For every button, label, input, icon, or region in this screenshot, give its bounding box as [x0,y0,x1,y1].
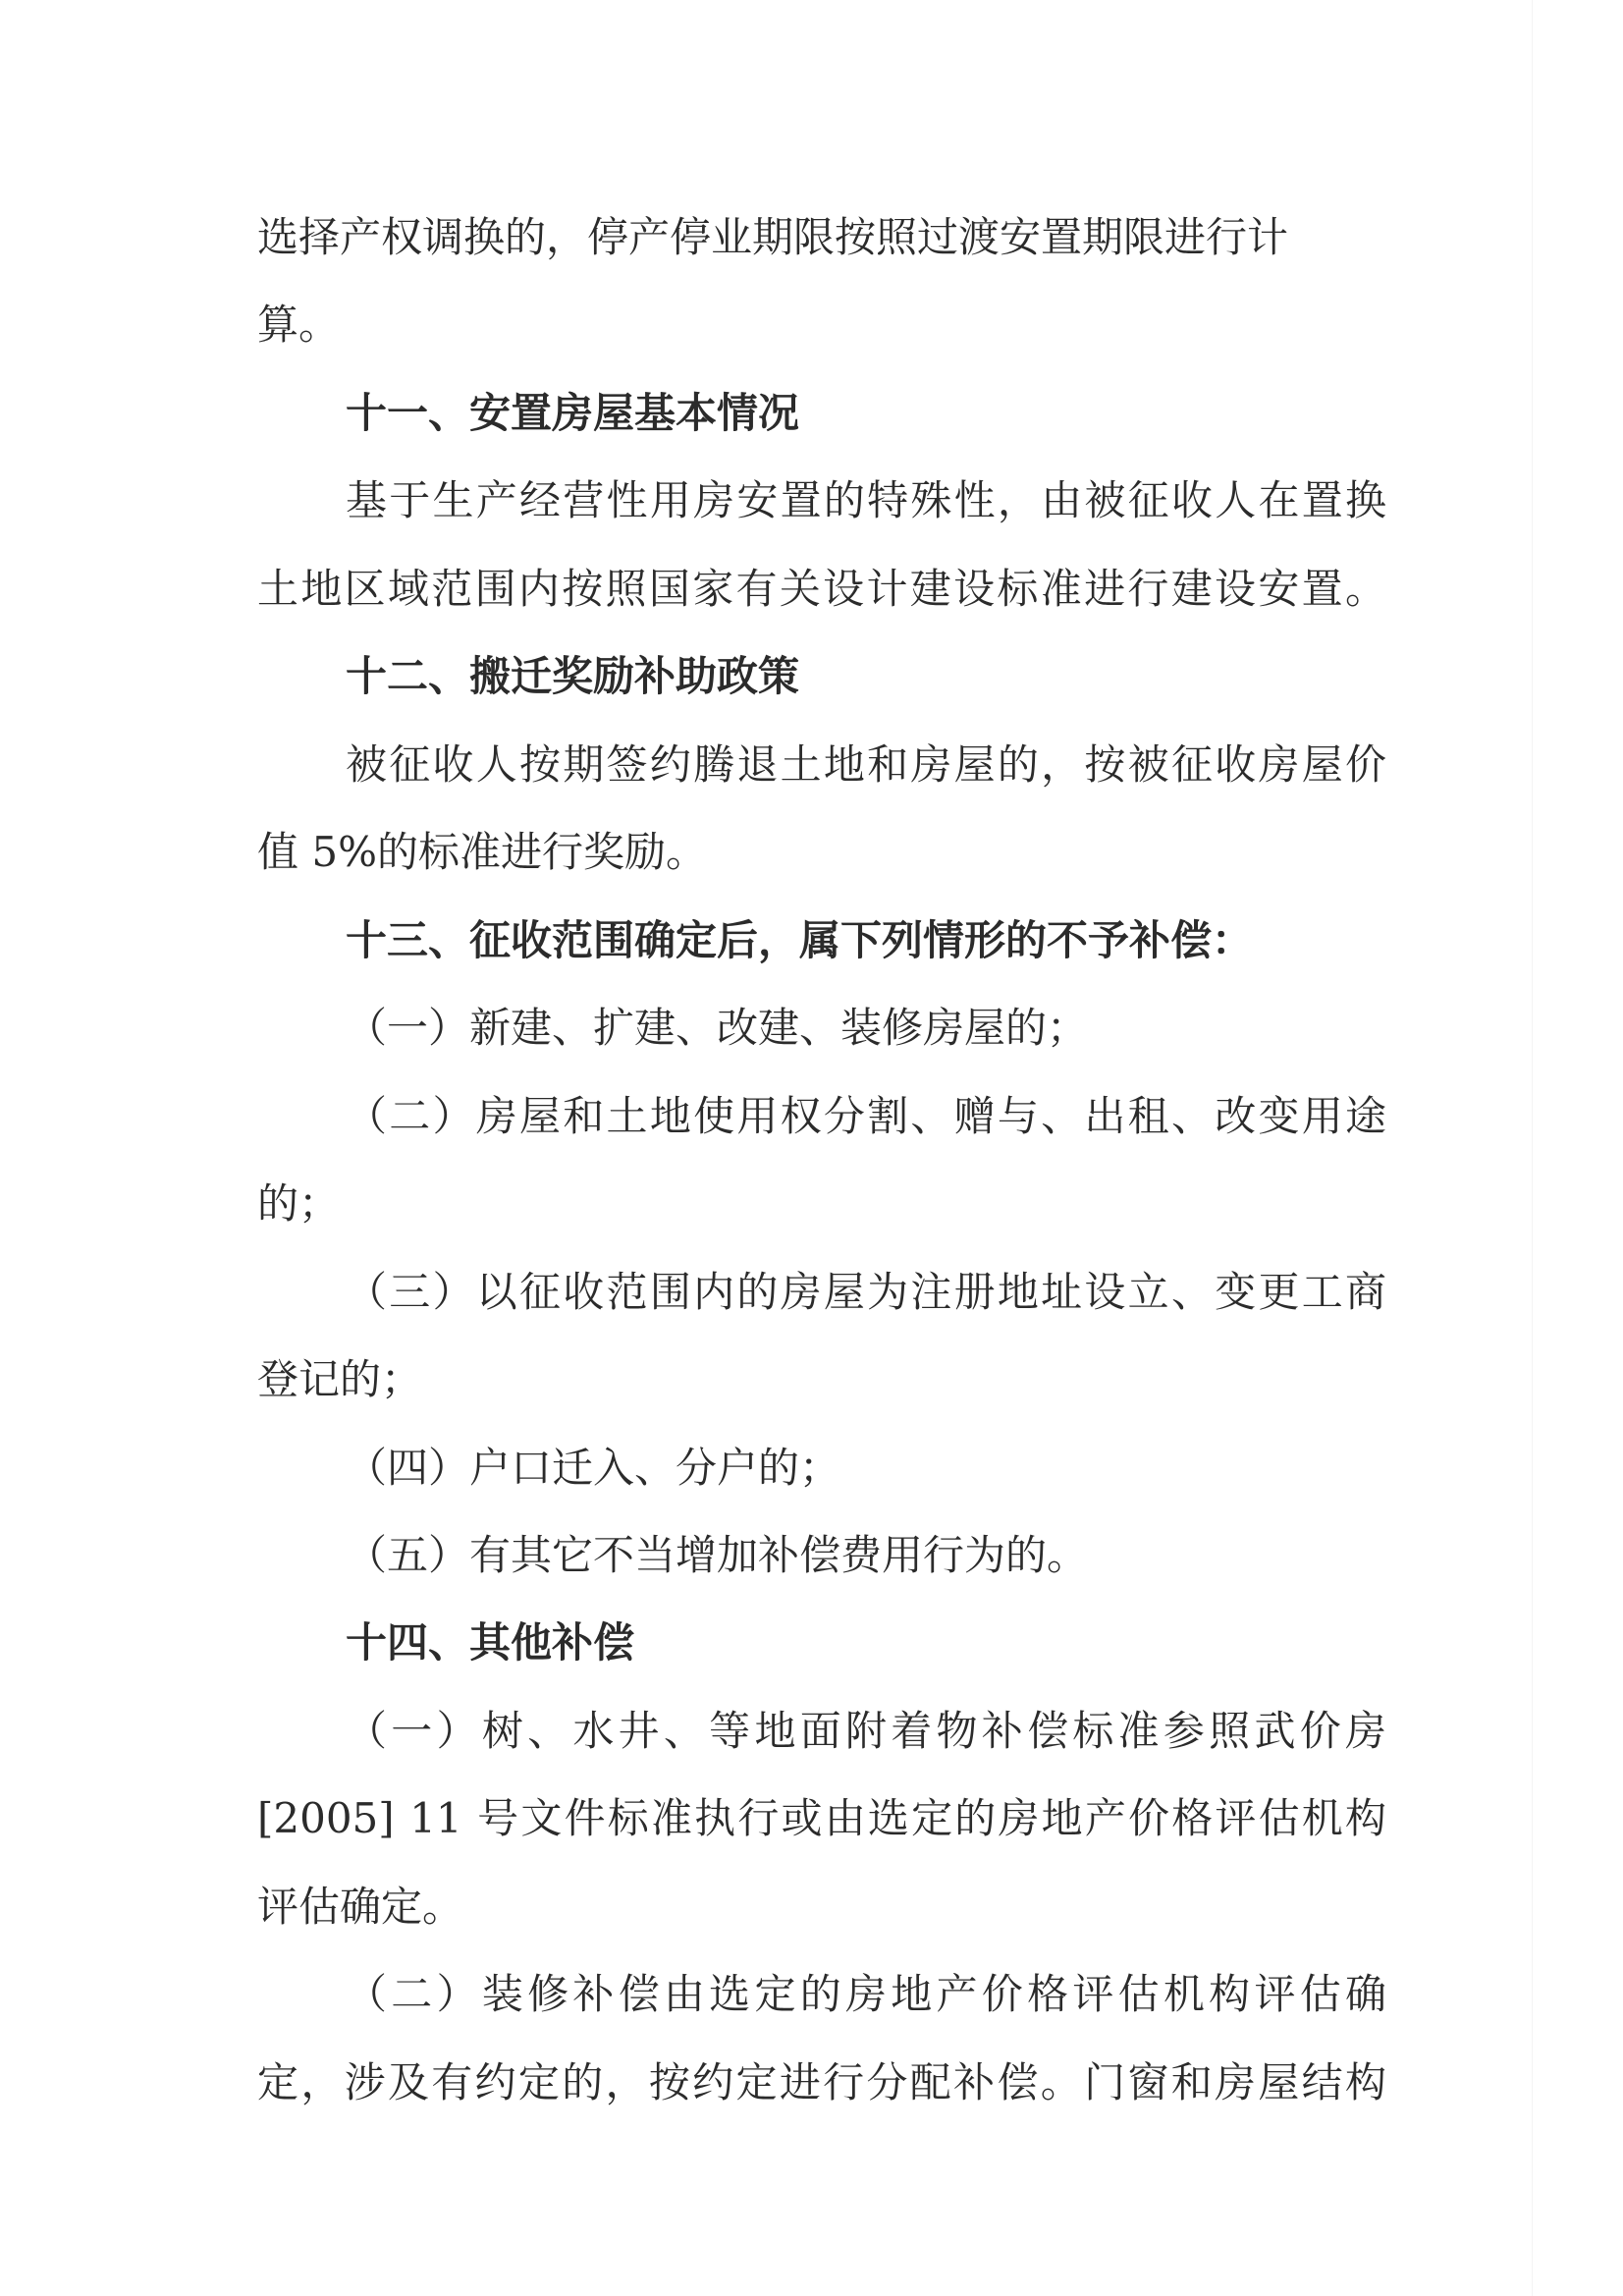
section-heading: 十一、安置房屋基本情况 [346,389,800,437]
text-line: 选择产权调换的，停产停业期限按照过渡安置期限进行计 [257,213,1289,261]
text-line: 评估确定。 [257,1883,464,1931]
list-item: （一）新建、扩建、改建、装修房屋的； [346,1004,1089,1052]
text-line: 算。 [257,301,341,349]
text-line: 土地区域范围内按照国家有关设计建设标准进行建设安置。 [257,565,1386,613]
section-heading: 十三、征收范围确定后，属下列情形的不予补偿： [346,916,1254,964]
page-edge-shadow [1532,0,1533,2296]
list-item: （三）以征收范围内的房屋为注册地址设立、变更工商 [346,1268,1386,1316]
text-line: 基于生产经营性用房安置的特殊性，由被征收人在置换 [346,476,1386,524]
text-line: 的； [257,1179,341,1228]
list-item: （二）房屋和土地使用权分割、赠与、出租、改变用途 [346,1092,1386,1140]
list-item: （一）树、水井、等地面附着物补偿标准参照武价房 [346,1707,1386,1755]
list-item: （四）户口迁入、分户的； [346,1444,841,1492]
section-heading: 十四、其他补偿 [346,1618,635,1667]
text-line: [2005] 11 号文件标准执行或由选定的房地产价格评估机构 [257,1794,1386,1842]
list-item: （二）装修补偿由选定的房地产价格评估机构评估确 [346,1970,1386,2018]
section-heading: 十二、搬迁奖励补助政策 [346,652,800,700]
text-line: 定，涉及有约定的，按约定进行分配补偿。门窗和房屋结构 [257,2058,1386,2106]
text-line: 登记的； [257,1355,423,1403]
list-item: （五）有其它不当增加补偿费用行为的。 [346,1531,1089,1579]
text-line: 被征收人按期签约腾退土地和房屋的，按被征收房屋价 [346,740,1386,789]
text-line: 值 5%的标准进行奖励。 [257,828,707,876]
